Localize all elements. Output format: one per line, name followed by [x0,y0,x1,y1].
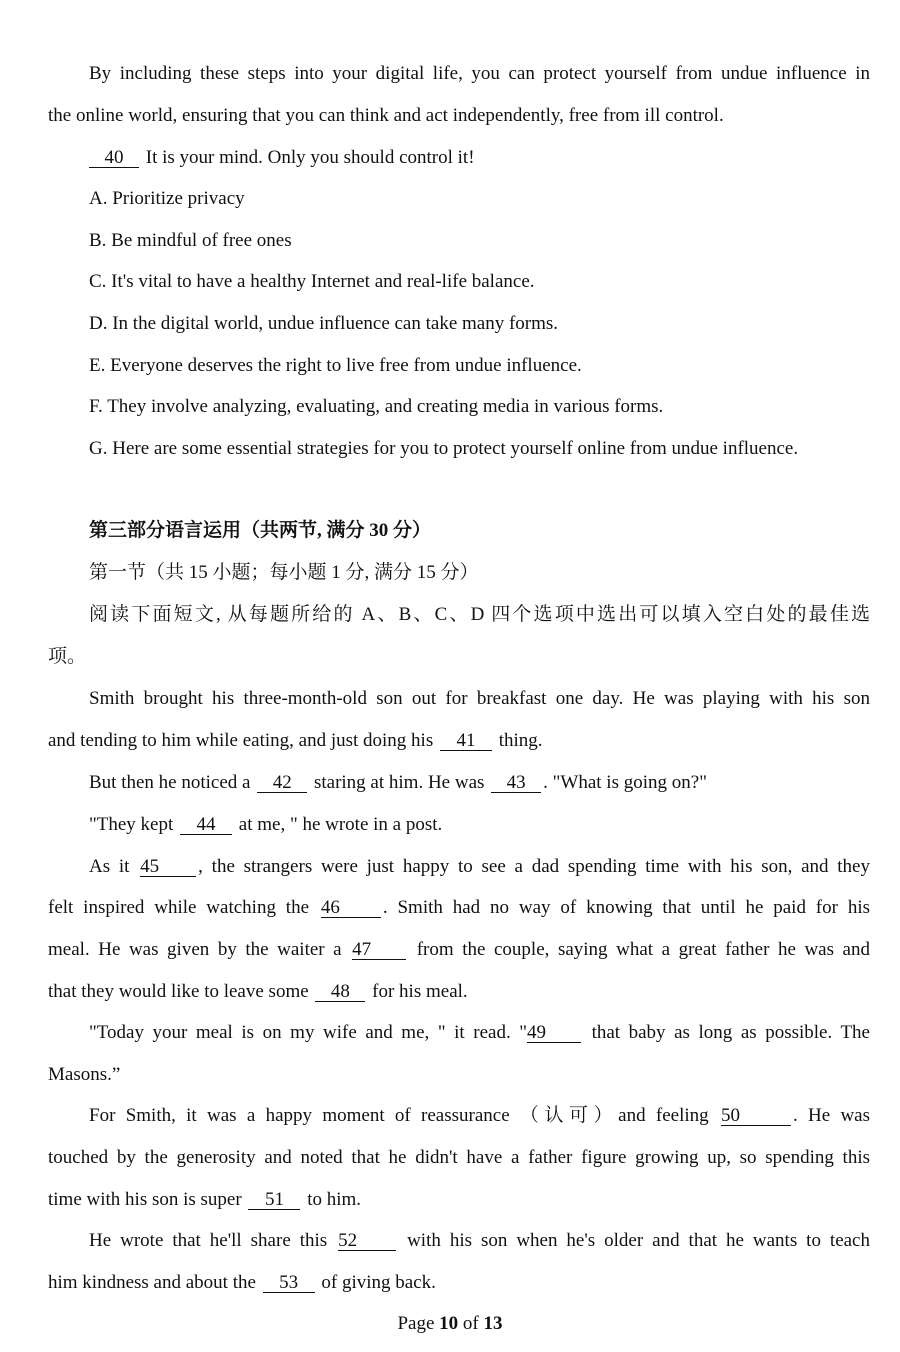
blank-44: 44 [180,815,232,835]
blank-46: 46 [321,898,381,918]
text-segment: at me, " he wrote in a post. [234,814,443,835]
section-instruction-line-2: 项。 [48,646,87,667]
blank-45: 45 [140,857,196,877]
passage-p7-line-2 [48,1271,870,1295]
text-segment: from the couple, saying what a great father he was and [408,939,870,960]
footer-of-word: of [458,1313,484,1334]
text-segment: him kindness and about the [48,1272,261,1293]
text-segment: time with his son is super [48,1189,247,1210]
footer-page-total: 13 [483,1313,503,1334]
option-f: F. They involve analyzing, evaluating, and creating media in various forms. [89,396,664,417]
blank-40: 40 [89,148,139,168]
option-d: D. In the digital world, undue influence can take many forms. [89,313,559,334]
footer-page-number: 10 [439,1313,459,1334]
passage-p3-line [89,813,870,837]
option-a: A. Prioritize privacy [89,188,245,209]
option-c: C. It's vital to have a healthy Internet and real-life balance. [89,271,535,292]
passage-p4-line-3 [48,938,870,962]
text-segment: As it [89,856,139,877]
text-segment: with his son when he's older and that he wants to teach [398,1230,870,1251]
text-segment: . Smith had no way of knowing that until he paid for his [382,897,870,918]
passage-p1-line-2 [48,729,870,753]
blank-43: 43 [491,773,541,793]
blank-41: 41 [440,731,492,751]
text-segment: staring at him. He was [309,772,490,793]
passage-p7-line-1 [89,1229,870,1253]
text-segment: , the strangers were just happy to see a dad spending time with his son, and they [198,856,870,877]
text-segment: that they would like to leave some [48,981,314,1002]
blank-52: 52 [338,1231,396,1251]
blank-42: 42 [257,773,307,793]
blank-53: 53 [263,1273,315,1293]
option-e: E. Everyone deserves the right to live free from undue influence. [89,355,582,376]
passage-p1-line-1: Smith brought his three-month-old son out for breakfast one day. He was playing with his son [89,688,870,709]
text-segment: that baby as long as possible. The [583,1022,870,1043]
page-footer [0,1312,900,1336]
section-subtitle: 第一节（共 15 小题；每小题 1 分, 满分 15 分） [89,562,479,583]
text-segment: "They kept [89,814,179,835]
blank-47: 47 [352,940,406,960]
passage-p6-line-2: touched by the generosity and noted that he didn't have a father figure growing up, so spending this [48,1147,870,1168]
blank-51: 51 [248,1190,300,1210]
text-segment: But then he noticed a [89,772,256,793]
text-segment: . "What is going on?" [543,772,707,793]
passage-p4-line-4 [48,980,870,1004]
text-segment: thing. [493,730,543,751]
passage-p6-line-1 [89,1104,870,1128]
text-segment: and tending to him while eating, and just doing his [48,730,438,751]
footer-page-word: Page [397,1313,440,1334]
passage-p4-line-1 [89,855,870,879]
text-segment: felt inspired while watching the [48,897,319,918]
question-40-text: It is your mind. Only you should control it! [141,147,475,168]
text-segment: to him. [302,1189,362,1210]
option-b: B. Be mindful of free ones [89,230,292,251]
blank-48: 48 [315,982,365,1002]
text-segment: He wrote that he'll share this [89,1230,337,1251]
passage-p6-line-3 [48,1188,870,1212]
option-g: G. Here are some essential strategies for you to protect yourself online from undue influence. [89,438,799,459]
blank-49: 49 [527,1023,581,1043]
passage-p5-line-1 [89,1021,870,1045]
passage-p5-line-2: Masons.” [48,1064,121,1085]
section-title: 第三部分语言运用（共两节, 满分 30 分） [89,520,432,541]
passage-conclusion-line-1: By including these steps into your digital life, you can protect yourself from undue influence in [89,63,870,84]
blank-50: 50 [721,1106,791,1126]
section-instruction-line-1: 阅读下面短文, 从每题所给的 A、B、C、D 四个选项中选出可以填入空白处的最佳选 [89,604,870,625]
text-segment: meal. He was given by the waiter a [48,939,351,960]
text-segment: . He was [792,1105,870,1126]
passage-p2-line [89,771,870,795]
text-segment: For Smith, it was a happy moment of reassurance （认可）and feeling [89,1105,719,1126]
question-40-line [89,146,870,170]
passage-conclusion-line-2: the online world, ensuring that you can think and act independently, free from ill control. [48,105,724,126]
passage-p4-line-2 [48,896,870,920]
text-segment: for his meal. [367,981,468,1002]
text-segment: "Today your meal is on my wife and me, " it read. " [89,1022,528,1043]
text-segment: of giving back. [316,1272,436,1293]
